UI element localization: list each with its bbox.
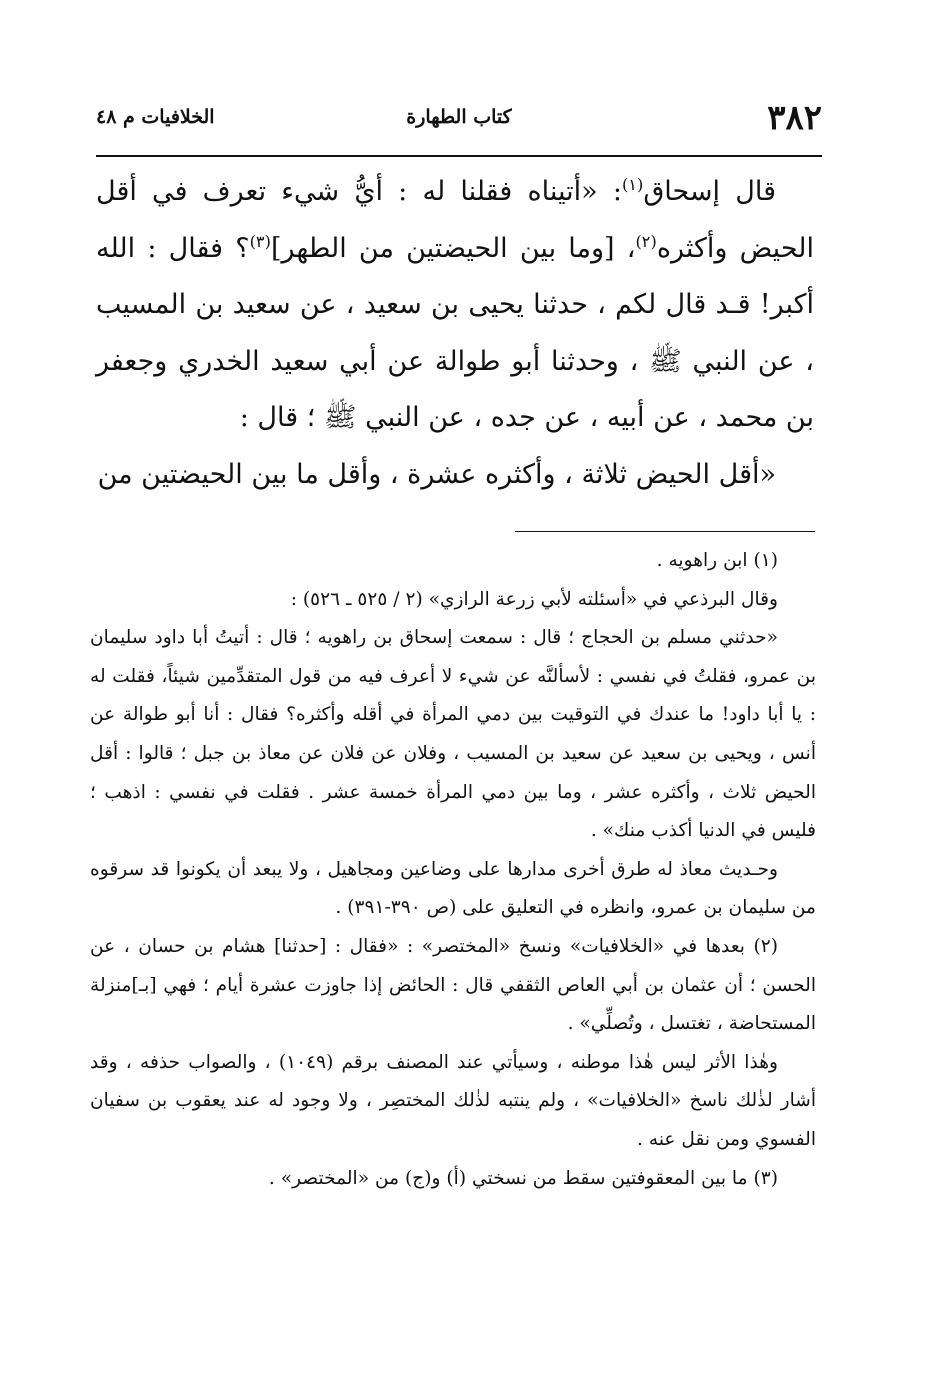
header-rule <box>96 155 822 157</box>
footnote-1-quote: «حدثني مسلم بن الحجاج ؛ قال : سمعت إسحاق بن راهويه ؛ قال : أتيتُ أبا داود سليمان بن عمرو، فقلتُ في نفسي : لأسألنَّه عن شيء لا أعرف فيه من قول المتقدِّمين شيئاً، فقلت له : يا أبا داود! ما عندك في التوقيت بين دمي المرأة في أقله وأكثره؟ فقال : أنا أبو طوالة عن أنس ، ويحيى بن سعيد عن سعيد بن المسيب ، وفلان عن فلان عن معاذ بن جبل ؛ قالوا : أقل الحيض ثلاث ، وأكثره عشر ، وما بين دمي المرأة خمسة عشر . فقلت في نفسي : اذهب ؛ فليس في الدنيا أكذب منك» . <box>90 627 816 842</box>
footnote-separator <box>515 531 815 532</box>
main-text <box>96 164 814 503</box>
text-run: ؟ فقال : الله أكبر! قـد قال لكم ، حدثنا يحيى بن سعيد ، عن سعيد بن المسيب ، عن النبي ﷺ ، وحدثنا أبو طوالة عن أبي سعيد الخدري وجعفر بن محمد ، عن أبيه ، عن جده ، عن النبي ﷺ ؛ قال : <box>96 232 814 433</box>
footnote-2-comment: وهٰذا الأثر ليس هٰذا موطنه ، وسيأتي عند المصنف برقم (١٠٤٩) ، والصواب حذفه ، وقد أشار لذٰلك ناسخ «الخلافيات» ، ولم ينتبه لذٰلك المختصِر ، ولا وجود له عند يعقوب بن سفيان الفسوي ومن نقل عنه . <box>90 1051 816 1150</box>
text-run: ، [وما بين الحيضتين من الطهر] <box>270 232 636 264</box>
volume-label: الخلافيات م ٤٨ <box>96 106 215 128</box>
page-header <box>96 92 822 152</box>
footnote-ref-1: (١) <box>621 175 644 194</box>
footnote-2: (٢) بعدها في «الخلافيات» ونسخ «المختصر» : «فقال : [حدثنا] هشام بن حسان ، عن الحسن ؛ أن عثمان بن أبي العاص الثقفي قال : الحائض إذا جاوزت عشرة أيام ؛ فهي [بـ]منزلة المستحاضة ، تغتسل ، وتُصلِّي» . <box>90 935 816 1035</box>
footnote-ref-2: (٢) <box>635 231 657 251</box>
text-run: : «أتيناه فقلنا له : أيُّ شيء تعرف في أقل الحيض وأكثره <box>96 176 814 264</box>
footnote-1-line: وقال البرذعي في «أسئلته لأبي زرعة الرازي» (٢ / ٥٢٥ ـ ٥٢٦) : <box>290 588 778 610</box>
running-title: كتاب الطهارة <box>406 106 512 128</box>
footnotes <box>90 542 816 1198</box>
page-number: ٣٨٢ <box>767 98 822 138</box>
main-paragraph <box>96 164 814 447</box>
footnote-ref-3: (٣) <box>249 231 271 251</box>
main-paragraph: «أقل الحيض ثلاثة ، وأكثره عشرة ، وأقل ما بين الحيضتين من <box>97 458 776 490</box>
text-run: قال إسحاق <box>643 176 776 207</box>
footnote-3: (٣) ما بين المعقوفتين سقط من نسختي (أ) و(ج) من «المختصر» . <box>268 1167 778 1189</box>
footnote-1: (١) ابن راهويه . <box>656 550 778 571</box>
footnote-1-comment: وحـديث معاذ له طرق أخرى مدارها على وضاعين ومجاهيل ، ولا يبعد أن يكونوا قد سرقوه من سليمان بن عمرو، وانظره في التعليق على (ص ٣٩٠-٣٩١) . <box>90 858 816 919</box>
